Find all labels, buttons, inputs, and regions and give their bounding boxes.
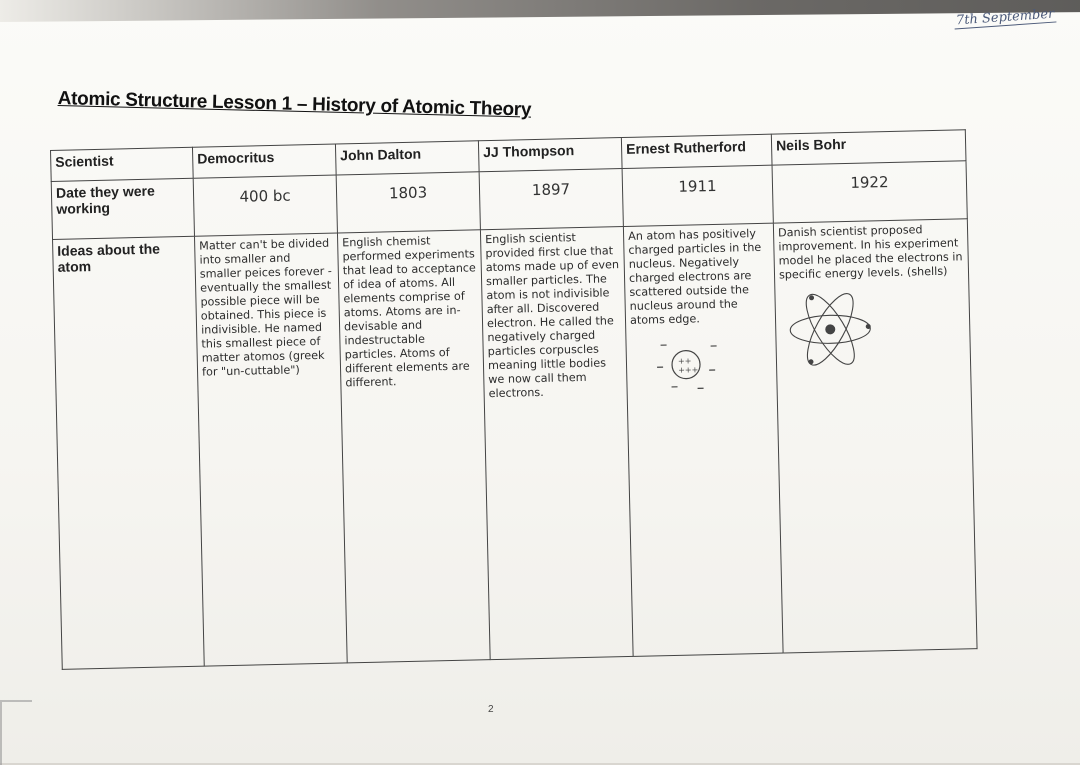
header-cell: Neils Bohr (771, 130, 966, 165)
row-label: Date they were working (51, 178, 194, 239)
page-corner-line (0, 700, 32, 765)
ideas-text: Danish scientist proposed improvement. In his experiment model he placed the electrons in specific energy levels. (shells) (778, 222, 964, 282)
header-cell: Democritus (192, 144, 336, 178)
history-table-wrapper (50, 129, 982, 675)
date-note: 7th September (953, 6, 1056, 29)
date-cell: 1897 (479, 169, 623, 230)
ideas-cell: English scientist provided first clue that atoms made up of even smaller particles. The atom is not indivisible after all. Discovered electron. He called the negatively charged particles corpuscles meaning little bodies we now call them electrons. (480, 227, 633, 660)
ideas-cell-bohr (773, 219, 977, 653)
page-title: Atomic Structure Lesson 1 – History of Atomic Theory (57, 88, 531, 122)
svg-text:+++: +++ (678, 365, 698, 374)
date-cell: 1922 (772, 161, 967, 223)
svg-text:++: ++ (678, 357, 692, 366)
date-cell: 400 bc (193, 175, 337, 236)
date-cell: 1803 (336, 172, 480, 233)
atom-orbit-icon (779, 288, 881, 370)
page-number: 2 (488, 704, 494, 715)
ideas-cell: English chemist performed experiments that lead to acceptance of idea of atoms. All elements comprise of atoms. Atoms are in-devisable and indestructable particles. Atoms of different elements are different. (337, 230, 490, 663)
nucleus-icon (630, 333, 741, 395)
date-cell: 1911 (622, 165, 773, 226)
history-table (50, 129, 978, 670)
ideas-cell: Matter can't be divided into smaller and smaller peices forever - eventually the smallest possible piece will be obtained. This piece is indivisible. He named this smallest piece of matter atomos (greek for "un-cuttable") (194, 233, 347, 666)
header-cell: John Dalton (335, 141, 479, 175)
nucleus-sketch (630, 333, 772, 399)
header-cell: Scientist (51, 147, 194, 181)
atom-sketch (779, 286, 966, 373)
header-cell: Ernest Rutherford (621, 134, 772, 168)
row-label: Ideas about the atom (53, 236, 205, 669)
header-cell: JJ Thompson (478, 138, 622, 172)
ideas-row (53, 219, 978, 670)
ideas-text: An atom has positively charged particles in the nucleus. Negatively charged electrons are scattered outside the nucleus around the atoms edge. (628, 227, 771, 328)
ideas-cell-rutherford (623, 223, 783, 656)
